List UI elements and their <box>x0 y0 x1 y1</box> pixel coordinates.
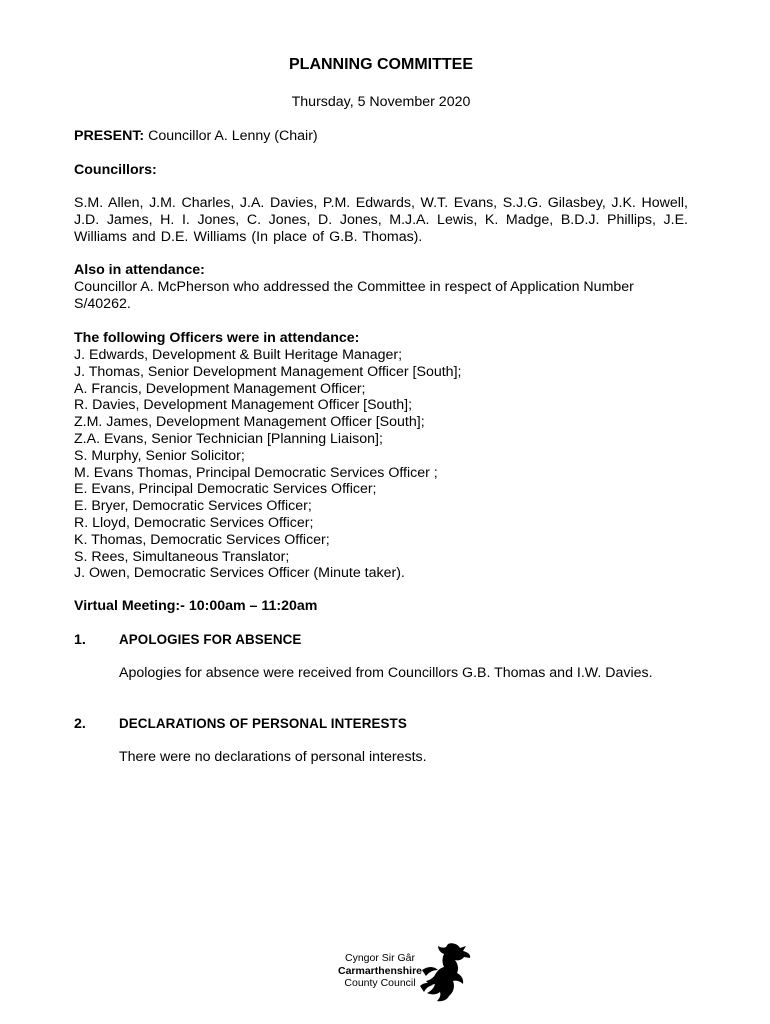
present-label: PRESENT: <box>74 128 145 144</box>
list-item: R. Lloyd, Democratic Services Officer; <box>74 514 314 531</box>
section-heading: DECLARATIONS OF PERSONAL INTERESTS <box>119 716 407 731</box>
list-item: M. Evans Thomas, Principal Democratic Services Officer ; <box>74 464 438 481</box>
list-item: A. Francis, Development Management Officer; <box>74 380 366 397</box>
list-item: E. Evans, Principal Democratic Services Officer; <box>74 481 377 498</box>
section-number: 2. <box>74 716 86 732</box>
attendance-heading: Also in attendance: <box>74 262 205 278</box>
list-item: Z.M. James, Development Management Officer [South]; <box>74 414 425 431</box>
list-item: S. Rees, Simultaneous Translator; <box>74 548 290 565</box>
present-text: Councillor A. Lenny (Chair) <box>148 128 318 144</box>
logo-line-council: County Council <box>344 977 416 989</box>
officers-heading: The following Officers were in attendance: <box>74 330 360 346</box>
list-item: J. Thomas, Senior Development Management Officer [South]; <box>74 363 462 380</box>
list-item: J. Edwards, Development & Built Heritage Manager; <box>74 347 403 363</box>
list-item: E. Bryer, Democratic Services Officer; <box>74 498 312 515</box>
logo-text <box>330 952 430 990</box>
logo-line-welsh: Cyngor Sir Gâr <box>344 952 416 964</box>
present-line <box>74 128 688 145</box>
dragon-icon <box>418 940 474 1004</box>
list-item: Z.A. Evans, Senior Technician [Planning Liaison]; <box>74 430 383 447</box>
list-item: J. Owen, Democratic Services Officer (Minute taker). <box>74 565 405 582</box>
page-title: PLANNING COMMITTEE <box>289 56 473 73</box>
section-text: There were no declarations of personal interests. <box>119 749 427 765</box>
councillors-heading: Councillors: <box>74 162 157 178</box>
councillors-list: S.M. Allen, J.M. Charles, J.A. Davies, P.M. Edwards, W.T. Evans, S.J.G. Gilasbey, J.K. Howell, J.D. James, H. I. Jones, C. Jones, D. Jones, M.J.A. Lewis, K. Madge, B.D.J. Phillips, J.E. Williams and D.E. Williams (In place of G.B. Thomas). <box>74 195 688 245</box>
section-number: 1. <box>74 632 86 648</box>
list-item: R. Davies, Development Management Officer [South]; <box>74 397 413 414</box>
officers-list <box>74 347 688 582</box>
section-heading: APOLOGIES FOR ABSENCE <box>119 632 302 647</box>
section-text: Apologies for absence were received from Councillors G.B. Thomas and I.W. Davies. <box>119 665 653 681</box>
attendance-text: Councillor A. McPherson who addressed the Committee in respect of Application Number S/40262. <box>74 279 634 312</box>
council-logo <box>330 938 480 1008</box>
meeting-time: Virtual Meeting:- 10:00am – 11:20am <box>74 598 318 614</box>
list-item: S. Murphy, Senior Solicitor; <box>74 447 245 464</box>
meeting-date: Thursday, 5 November 2020 <box>291 94 471 110</box>
list-item: K. Thomas, Democratic Services Officer; <box>74 531 330 548</box>
logo-line-name: Carmarthenshire <box>337 964 423 977</box>
